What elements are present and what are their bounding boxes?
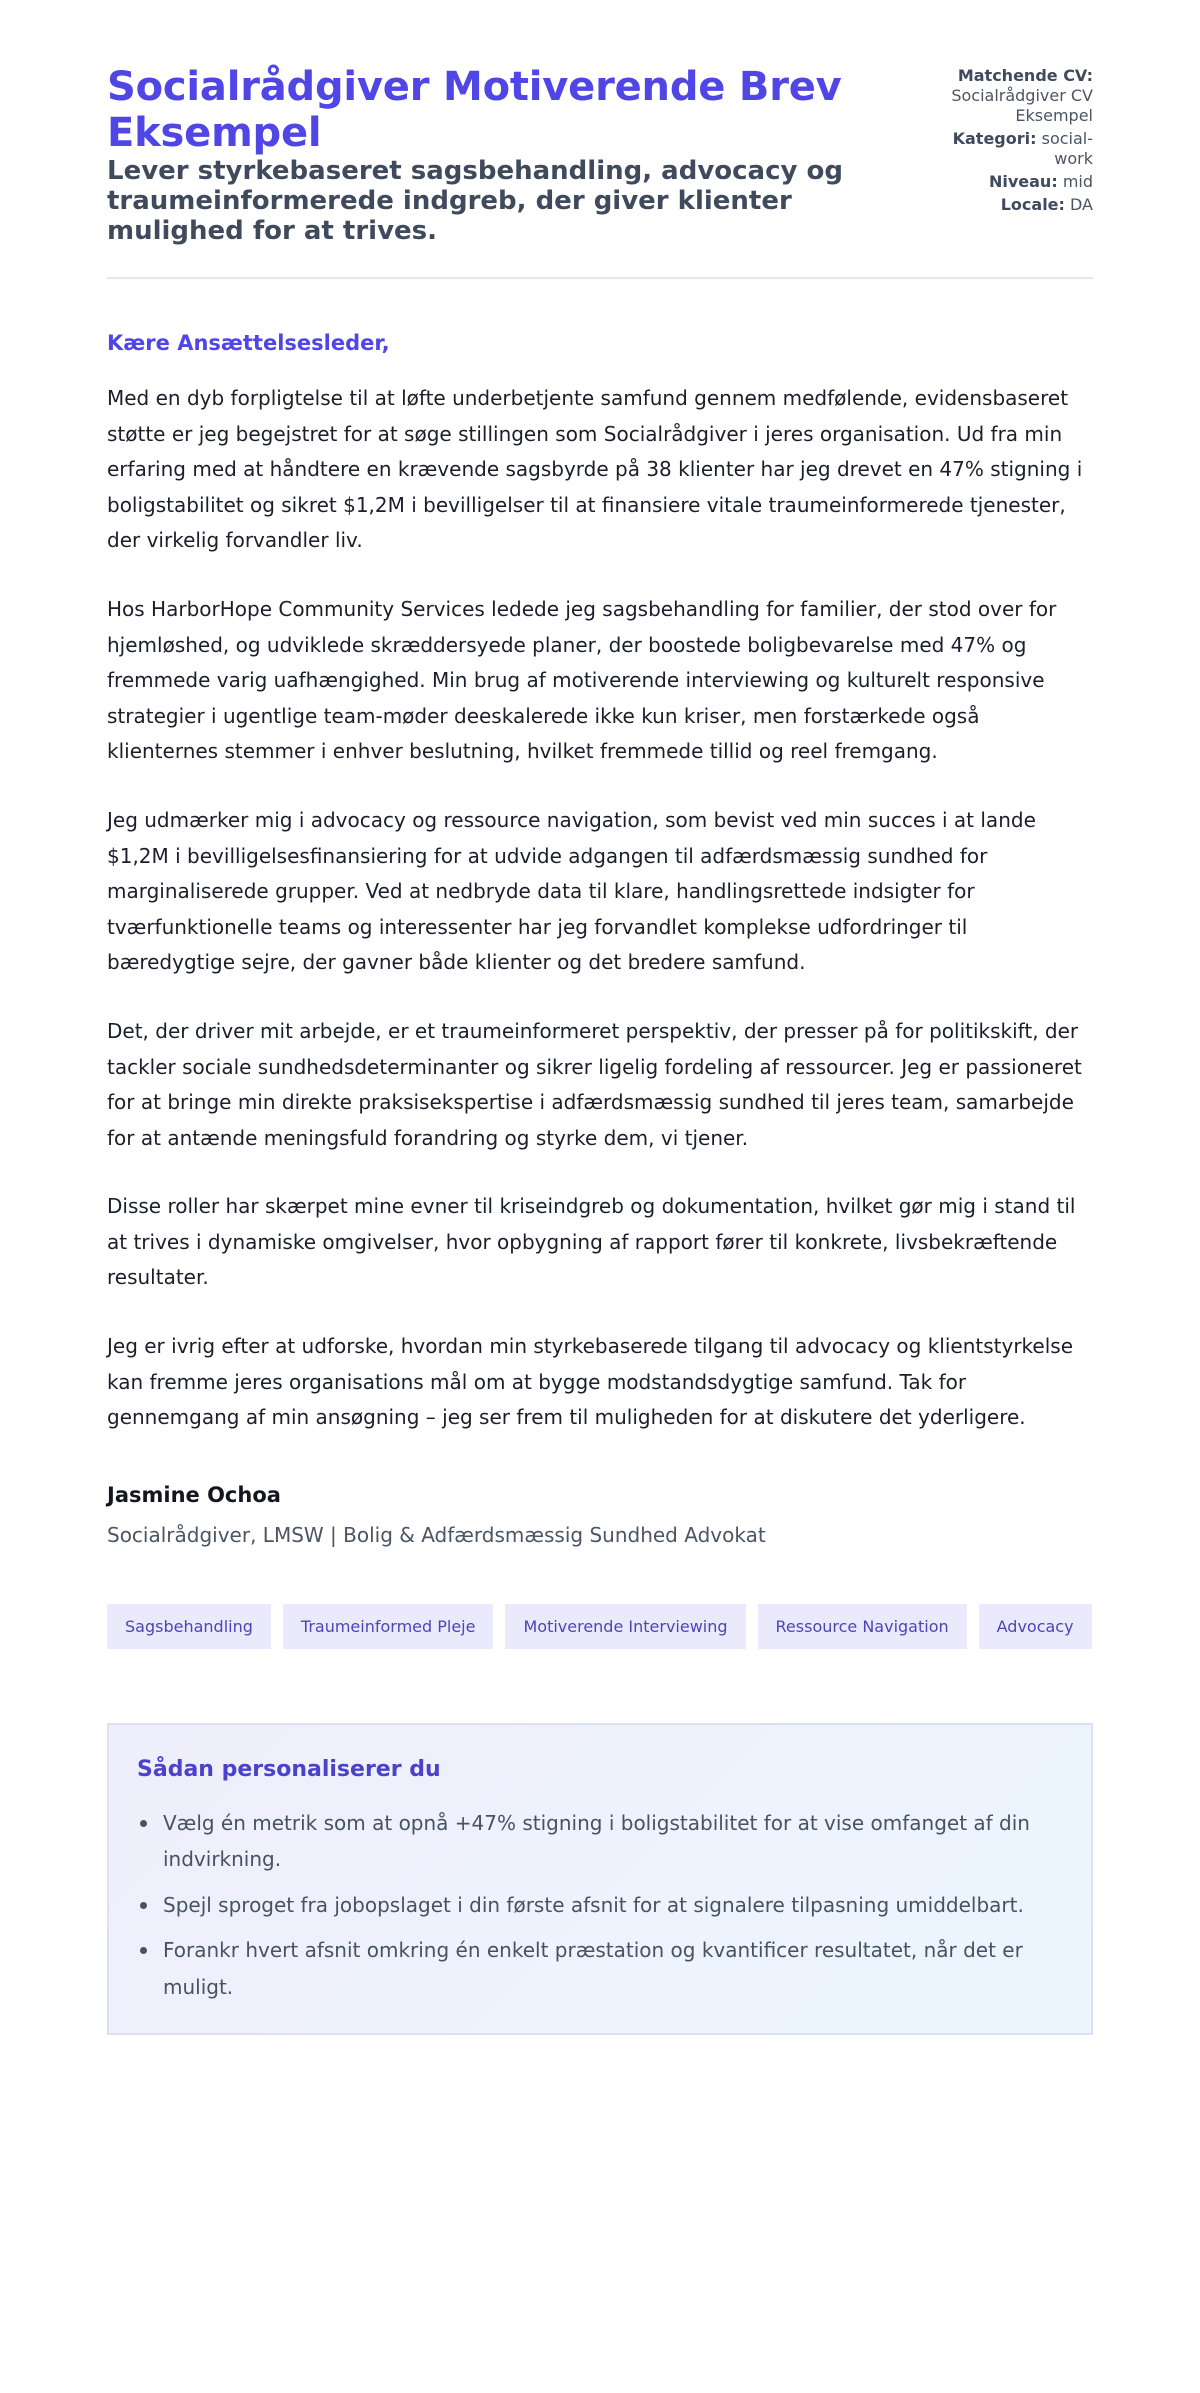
tips-list: [137, 1805, 1063, 2006]
meta-level-label: Niveau:: [988, 172, 1058, 191]
bullet-icon: [140, 1947, 147, 1954]
letter-greeting: Kære Ansættelsesleder,: [107, 331, 390, 355]
meta-matching-cv-label: Matchende CV:: [957, 66, 1093, 85]
meta-category-label: Kategori:: [952, 129, 1037, 148]
tips-title: Sådan personaliserer du: [137, 1756, 441, 1782]
page-title: Socialrådgiver Motiverende Brev Eksempel: [107, 64, 842, 156]
signature-role: Socialrådgiver, LMSW | Bolig & Adfærdsmæssig Sundhed Advokat: [107, 1522, 766, 1547]
header-divider: [107, 277, 1093, 279]
page-header: [107, 64, 1093, 246]
skill-tag: Motiverende Interviewing: [505, 1604, 745, 1649]
letter-paragraph: Det, der driver mit arbejde, er et traumeinformeret perspektiv, der presser på for politikskift, der tackler sociale sundhedsdeterminanter og sikrer ligelig fordeling af ressourcer. Jeg er passioneret for at bringe min direkte praksisekspertise i adfærdsmæssig sundhed til jeres team, samarbejde for at antænde meningsfuld forandring og styrke dem, vi tjener.: [107, 1018, 1082, 1150]
meta-category: [928, 129, 1093, 169]
meta-category-value: social-work: [1041, 129, 1093, 168]
meta-panel: [928, 64, 1093, 218]
bullet-icon: [140, 1820, 147, 1827]
meta-matching-cv: [928, 66, 1093, 126]
page-subtitle: Lever styrkebaseret sagsbehandling, advocacy og traumeinformerede indgreb, der giver klienter mulighed for at trives.: [107, 156, 843, 246]
signature-name: Jasmine Ochoa: [107, 1482, 281, 1507]
letter-paragraph: Jeg udmærker mig i advocacy og ressource navigation, som bevist ved min succes i at lande $1,2M i bevilligelsesfinansiering for at udvide adgangen til adfærdsmæssig sundhed for marginaliserede grupper. Ved at nedbryde data til klare, handlingsrettede indsigter for tværfunktionelle teams og interessenter har jeg forvandlet komplekse udfordringer til bæredygtige sejre, der gavner både klienter og det bredere samfund.: [107, 807, 1036, 975]
skill-tags: [107, 1604, 1093, 1649]
meta-locale-value: DA: [1070, 195, 1093, 214]
meta-locale: [928, 195, 1093, 215]
meta-level: [928, 172, 1093, 192]
tip-item: [137, 1932, 1063, 2005]
letter-paragraph: Hos HarborHope Community Services ledede jeg sagsbehandling for familier, der stod over for hjemløshed, og udviklede skræddersyede planer, der boostede boligbevarelse med 47% og fremmede varig uafhængighed. Min brug af motiverende interviewing og kulturelt responsive strategier i ugentlige team-møder deeskalerede ikke kun kriser, men forstærkede også klienternes stemmer i enhver beslutning, hvilket fremmede tillid og reel fremgang.: [107, 596, 1057, 764]
tip-item: [137, 1887, 1063, 1924]
skill-tag: Sagsbehandling: [107, 1604, 271, 1649]
meta-locale-label: Locale:: [1000, 195, 1065, 214]
letter-paragraph: Med en dyb forpligtelse til at løfte underbetjente samfund gennem medfølende, evidensbaseret støtte er jeg begejstret for at søge stillingen som Socialrådgiver i jeres organisation. Ud fra min erfaring med at håndtere en krævende sagsbyrde på 38 klienter har jeg drevet en 47% stigning i boligstabilitet og sikret $1,2M i bevilligelser til at finansiere vitale traumeinformerede tjenester, der virkelig forvandler liv.: [107, 386, 1083, 553]
skill-tag: Advocacy: [979, 1604, 1092, 1649]
header-titles: [107, 64, 867, 246]
tip-text: Vælg én metrik som at opnå +47% stigning i boligstabilitet for at vise omfanget af din indvirkning.: [163, 1810, 1030, 1872]
meta-level-value: mid: [1062, 172, 1093, 191]
letter-paragraph: Jeg er ivrig efter at udforske, hvordan min styrkebaserede tilgang til advocacy og klientstyrkelse kan fremme jeres organisations mål om at bygge modstandsdygtige samfund. Tak for gennemgang af min ansøgning – jeg ser frem til muligheden for at diskutere det yderligere.: [107, 1334, 1074, 1430]
personalization-tips-box: [107, 1723, 1093, 2036]
tip-text: Spejl sproget fra jobopslaget i din første afsnit for at signalere tilpasning umiddelbart.: [163, 1892, 1024, 1917]
tip-item: [137, 1805, 1063, 1878]
signature-block: [107, 1480, 1093, 1550]
skill-tag: Ressource Navigation: [758, 1604, 967, 1649]
letter-body: [107, 381, 1093, 1436]
tip-text: Forankr hvert afsnit omkring én enkelt præstation og kvantificer resultatet, når det er muligt.: [163, 1938, 1023, 1999]
bullet-icon: [140, 1902, 147, 1909]
meta-matching-cv-value: Socialrådgiver CV Eksempel: [951, 86, 1093, 125]
skill-tag: Traumeinformed Pleje: [283, 1604, 494, 1649]
letter-paragraph: Disse roller har skærpet mine evner til kriseindgreb og dokumentation, hvilket gør mig i stand til at trives i dynamiske omgivelser, hvor opbygning af rapport fører til konkrete, livsbekræftende resultater.: [107, 1194, 1076, 1290]
